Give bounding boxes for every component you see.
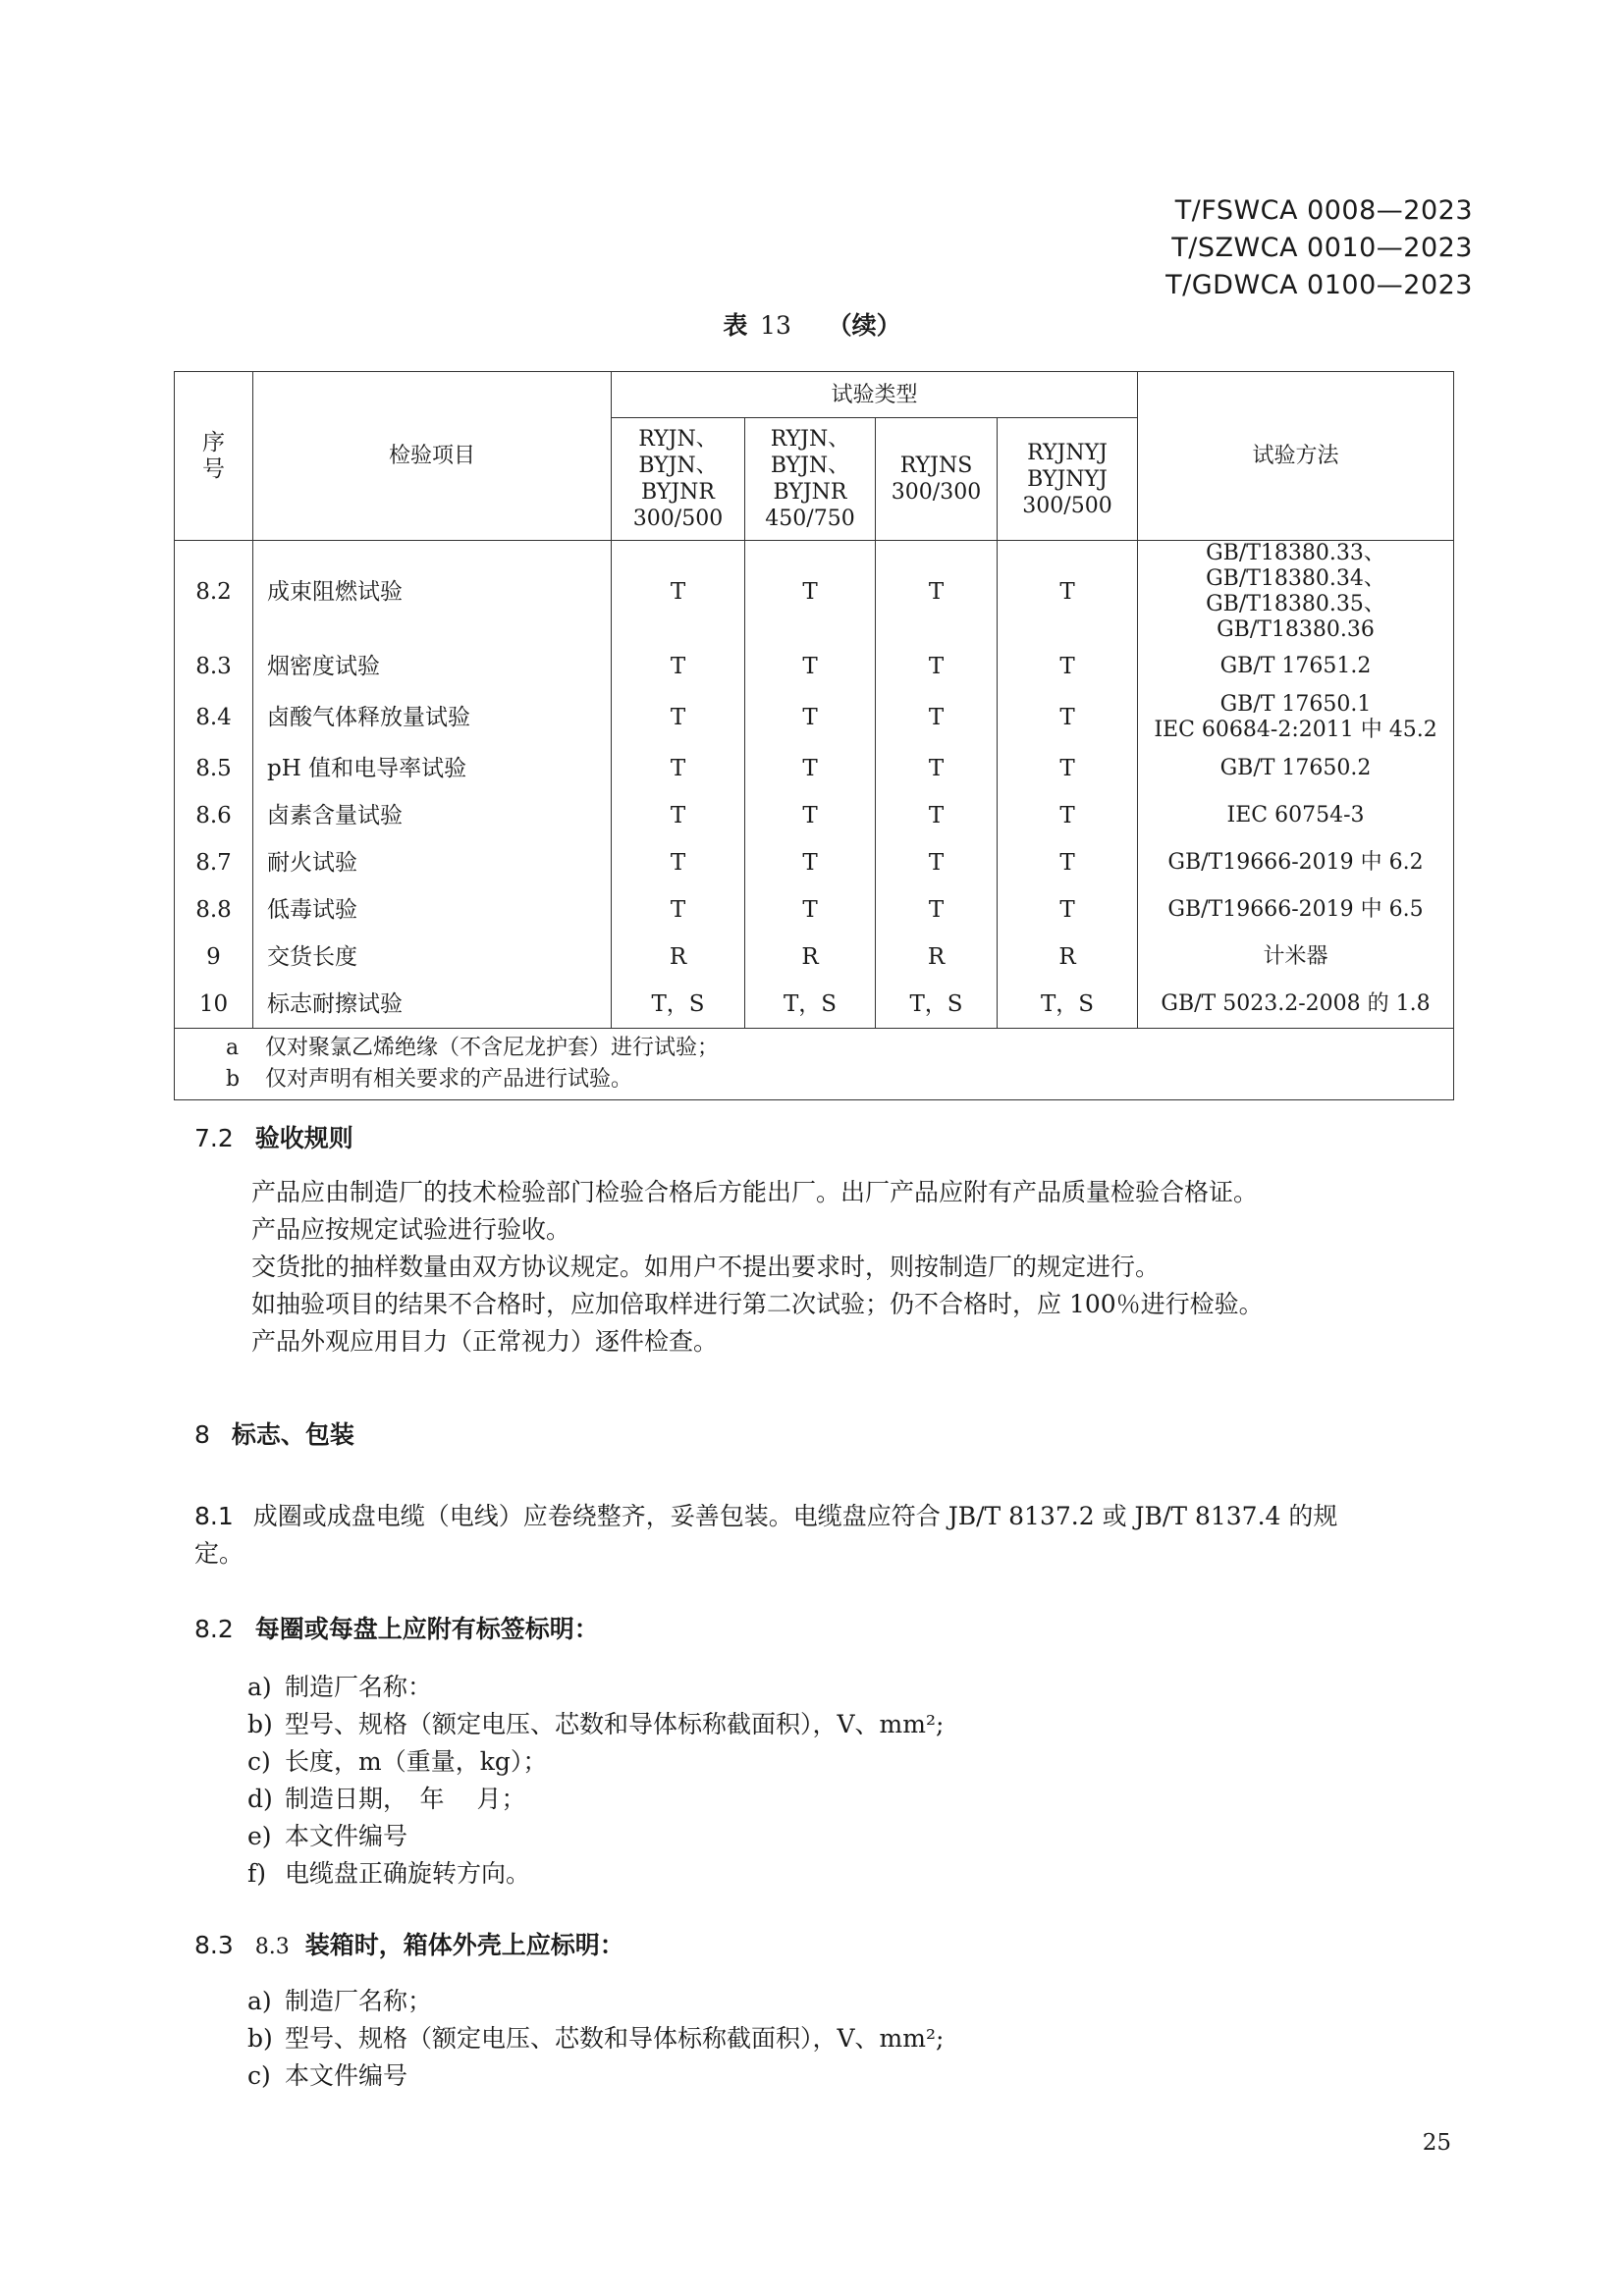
section-8-1 <box>194 1498 1337 1573</box>
row-value: T <box>998 792 1138 839</box>
row-method <box>1138 541 1454 644</box>
table-row <box>175 643 1454 690</box>
table-note <box>226 1033 1453 1064</box>
variant-line: RYJNS <box>899 454 973 478</box>
row-value: T <box>998 745 1138 792</box>
variant-line: RYJN、 <box>638 427 718 452</box>
note-mark: b <box>226 1067 241 1092</box>
row-value: T <box>876 643 998 690</box>
row-value: T <box>998 690 1138 745</box>
row-value: T <box>876 792 998 839</box>
variant-line: RYJNYJ <box>1027 440 1108 465</box>
row-method <box>1138 886 1454 934</box>
row-item: 低毒试验 <box>253 886 612 934</box>
row-value: R <box>745 934 876 981</box>
row-value: T <box>745 643 876 690</box>
variant-line: 300/500 <box>1022 493 1112 518</box>
row-value: T，S <box>998 981 1138 1029</box>
list-item <box>247 2020 944 2057</box>
standard-code: T/GDWCA 0100—2023 <box>1165 270 1473 300</box>
row-method <box>1138 839 1454 886</box>
note-text: 仅对声明有相关要求的产品进行试验。 <box>265 1067 633 1092</box>
table-row <box>175 839 1454 886</box>
row-method <box>1138 690 1454 745</box>
row-value: T <box>612 792 745 839</box>
header-item: 检验项目 <box>253 372 612 541</box>
list-mark: c) <box>247 2061 271 2090</box>
row-value: T <box>745 792 876 839</box>
note-mark: a <box>226 1036 240 1060</box>
list-text: 本文件编号 <box>285 1822 408 1850</box>
row-value: T <box>612 541 745 644</box>
row-value: T <box>745 690 876 745</box>
row-value: T <box>612 690 745 745</box>
row-method <box>1138 792 1454 839</box>
note-text: 仅对聚氯乙烯绝缘（不含尼龙护套）进行试验； <box>265 1036 720 1060</box>
header-method: 试验方法 <box>1138 372 1454 541</box>
section-title: 每圈或每盘上应附有标签标明： <box>254 1615 599 1643</box>
section-7-2-heading <box>194 1119 353 1154</box>
paragraph-line: 产品外观应用目力（正常视力）逐件检查。 <box>251 1327 719 1356</box>
list-text: 电缆盘正确旋转方向。 <box>285 1859 531 1888</box>
variant-line: 300/300 <box>891 480 982 505</box>
row-no: 8.2 <box>175 541 253 644</box>
table-row <box>175 886 1454 934</box>
row-value: T <box>876 541 998 644</box>
row-value: T，S <box>612 981 745 1029</box>
header-seq-line: 序 <box>202 429 225 455</box>
section-number: 8.1 <box>194 1502 234 1530</box>
row-value: T <box>612 886 745 934</box>
list-text: 本文件编号 <box>285 2061 408 2090</box>
row-method <box>1138 981 1454 1029</box>
table-row <box>175 745 1454 792</box>
standard-code: T/SZWCA 0010—2023 <box>1171 233 1473 263</box>
row-item: 卤素含量试验 <box>253 792 612 839</box>
section-number: 7.2 <box>194 1124 234 1152</box>
variant-line: BYJNR <box>773 480 847 505</box>
paragraph-line: 定。 <box>194 1539 244 1568</box>
table-notes-row <box>175 1029 1454 1100</box>
list-item <box>247 1706 944 1743</box>
variant-line: RYJN、 <box>770 427 850 452</box>
row-value: T <box>876 690 998 745</box>
section-8-3-list <box>247 1983 944 2095</box>
row-method <box>1138 934 1454 981</box>
row-no: 8.4 <box>175 690 253 745</box>
table-caption-suffix: （续） <box>827 311 901 340</box>
row-value: T <box>876 745 998 792</box>
section-title: 标志、包装 <box>231 1420 354 1449</box>
row-value: R <box>998 934 1138 981</box>
row-item: 烟密度试验 <box>253 643 612 690</box>
paragraph-line: 产品应按规定试验进行验收。 <box>251 1215 571 1244</box>
row-item: 卤酸气体释放量试验 <box>253 690 612 745</box>
header-variant <box>745 418 876 541</box>
method-line: GB/T19666-2019 中 6.5 <box>1167 897 1424 922</box>
header-seq-line: 号 <box>202 455 225 482</box>
section-8-heading <box>194 1415 354 1451</box>
list-item <box>247 1818 944 1855</box>
row-item: 成束阻燃试验 <box>253 541 612 644</box>
method-line: GB/T 17650.2 <box>1219 756 1372 780</box>
row-no: 10 <box>175 981 253 1029</box>
section-inner-number: 8.3 <box>254 1935 290 1959</box>
row-value: T <box>998 643 1138 690</box>
row-value: T <box>876 886 998 934</box>
section-8-2-list <box>247 1669 944 1893</box>
row-value: T <box>998 541 1138 644</box>
list-item <box>247 1983 944 2020</box>
list-item <box>247 2057 944 2095</box>
row-value: T <box>998 886 1138 934</box>
variant-line: BYJN、 <box>770 454 850 478</box>
row-value: R <box>876 934 998 981</box>
method-line: GB/T18380.33、GB/T18380.34、 <box>1206 541 1385 591</box>
section-number: 8 <box>194 1420 210 1449</box>
header-type-group: 试验类型 <box>612 372 1138 418</box>
standard-codes <box>1165 192 1473 304</box>
row-no: 8.5 <box>175 745 253 792</box>
section-number: 8.3 <box>194 1931 234 1959</box>
variant-line: 450/750 <box>765 507 855 531</box>
section-title: 验收规则 <box>254 1124 353 1152</box>
list-mark: e) <box>247 1822 272 1850</box>
section-8-3-heading <box>194 1926 624 1961</box>
row-value: R <box>612 934 745 981</box>
table-row <box>175 981 1454 1029</box>
list-mark: f) <box>247 1859 267 1888</box>
variant-line: 300/500 <box>632 507 724 531</box>
header-variant <box>612 418 745 541</box>
header-variant <box>876 418 998 541</box>
list-mark: b) <box>247 1710 273 1738</box>
table-note <box>226 1064 1453 1095</box>
standard-code: T/FSWCA 0008—2023 <box>1174 195 1473 226</box>
table-row <box>175 541 1454 644</box>
row-value: T，S <box>745 981 876 1029</box>
section-title: 装箱时，箱体外壳上应标明： <box>304 1931 624 1959</box>
row-value: T <box>612 643 745 690</box>
list-text: 长度，m（重量，kg）； <box>285 1747 548 1776</box>
row-value: T <box>745 745 876 792</box>
section-8-2-heading <box>194 1610 599 1645</box>
paragraph-line: 产品应由制造厂的技术检验部门检验合格后方能出厂。出厂产品应附有产品质量检验合格证。 <box>251 1178 1259 1206</box>
paragraph-line: 成圈或成盘电缆（电线）应卷绕整齐，妥善包装。电缆盘应符合 JB/T 8137.2 或 JB/T 8137.4 的规 <box>252 1502 1338 1530</box>
method-line: GB/T 5023.2-2008 的 1.8 <box>1161 991 1431 1016</box>
row-no: 8.7 <box>175 839 253 886</box>
table-caption-prefix: 表 <box>723 311 748 340</box>
list-item <box>247 1669 944 1706</box>
method-line: IEC 60684-2:2011 中 45.2 <box>1154 718 1437 742</box>
method-line: GB/T 17651.2 <box>1219 654 1372 678</box>
row-no: 9 <box>175 934 253 981</box>
list-mark: c) <box>247 1747 271 1776</box>
row-item: 耐火试验 <box>253 839 612 886</box>
table-row <box>175 792 1454 839</box>
method-line: GB/T19666-2019 中 6.2 <box>1167 850 1424 875</box>
variant-line: BYJNR <box>641 480 715 505</box>
row-method <box>1138 643 1454 690</box>
list-text: 型号、规格（额定电压、芯数和导体标称截面积），V、mm²; <box>285 1710 945 1738</box>
table-notes <box>175 1029 1454 1100</box>
method-line: IEC 60754-3 <box>1226 803 1365 828</box>
list-mark: a) <box>247 1987 272 2015</box>
row-value: T <box>876 839 998 886</box>
row-item: pH 值和电导率试验 <box>253 745 612 792</box>
section-number: 8.2 <box>194 1615 234 1643</box>
list-mark: a) <box>247 1673 272 1701</box>
header-variant <box>998 418 1138 541</box>
paragraph-line: 如抽验项目的结果不合格时，应加倍取样进行第二次试验；仍不合格时，应 100％进行检验。 <box>251 1290 1264 1318</box>
variant-line: BYJN、 <box>638 454 718 478</box>
list-mark: b) <box>247 2024 273 2053</box>
paragraph-line: 交货批的抽样数量由双方协议规定。如用户不提出要求时，则按制造厂的规定进行。 <box>251 1253 1161 1281</box>
page-number: 25 <box>1422 2130 1451 2156</box>
row-value: T <box>745 886 876 934</box>
table-caption <box>0 306 1624 342</box>
list-text: 制造日期， 年 月； <box>285 1785 526 1813</box>
list-text: 制造厂名称： <box>285 1673 433 1701</box>
list-text: 制造厂名称； <box>285 1987 433 2015</box>
row-item: 交货长度 <box>253 934 612 981</box>
row-value: T <box>612 745 745 792</box>
list-item <box>247 1743 944 1781</box>
section-7-2-body <box>251 1174 1264 1361</box>
list-item <box>247 1781 944 1818</box>
row-no: 8.6 <box>175 792 253 839</box>
variant-line: BYJNYJ <box>1027 466 1108 492</box>
table-row <box>175 934 1454 981</box>
header-seq <box>175 372 253 541</box>
list-mark: d) <box>247 1785 273 1813</box>
table-row <box>175 690 1454 745</box>
row-value: T <box>612 839 745 886</box>
list-text: 型号、规格（额定电压、芯数和导体标称截面积），V、mm²; <box>285 2024 945 2053</box>
table-caption-number: 13 <box>760 311 791 340</box>
row-no: 8.3 <box>175 643 253 690</box>
method-line: GB/T 17650.1 <box>1219 692 1372 717</box>
method-line: GB/T18380.35、GB/T18380.36 <box>1206 592 1385 642</box>
row-no: 8.8 <box>175 886 253 934</box>
row-value: T <box>745 541 876 644</box>
test-table <box>174 371 1454 1100</box>
row-value: T，S <box>876 981 998 1029</box>
method-line: 计米器 <box>1263 944 1328 969</box>
row-item: 标志耐擦试验 <box>253 981 612 1029</box>
row-method <box>1138 745 1454 792</box>
list-item <box>247 1855 944 1893</box>
row-value: T <box>745 839 876 886</box>
row-value: T <box>998 839 1138 886</box>
